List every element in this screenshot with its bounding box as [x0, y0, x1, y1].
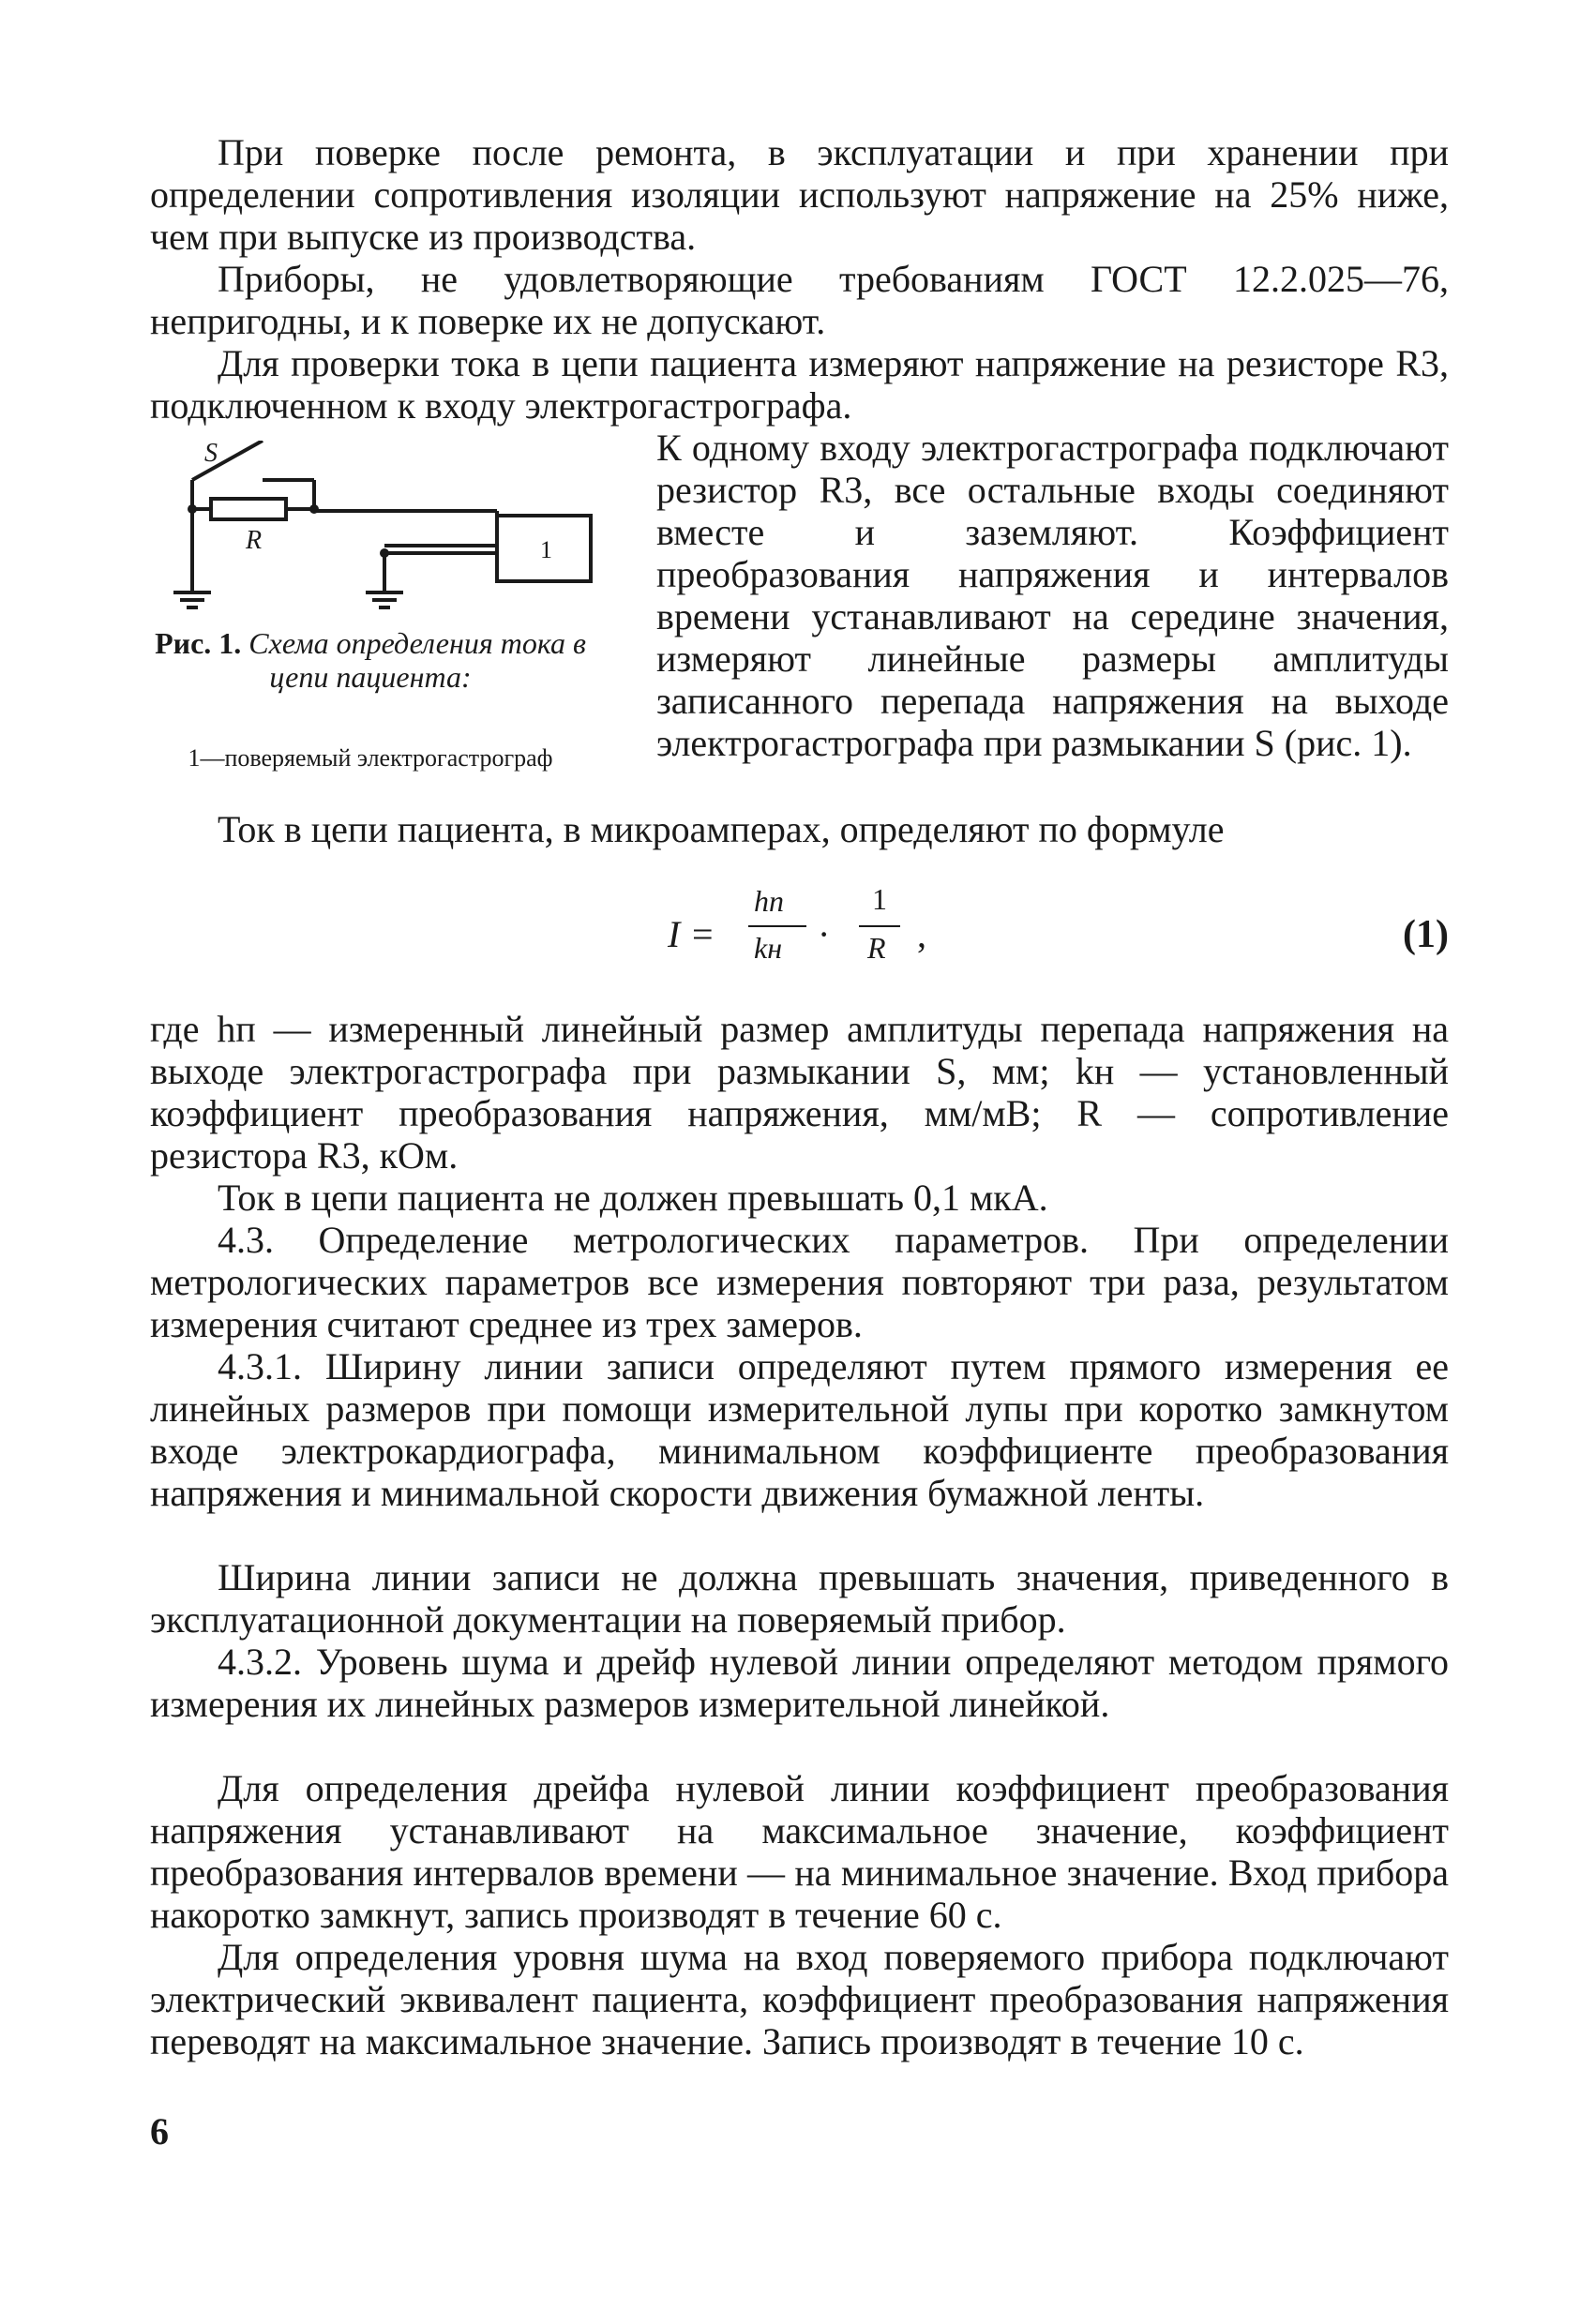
paragraph-drift-measurement: Для определения дрейфа нулевой линии коэффициент преобразования напряжения устанавливают на максимальное значение, коэффициент преобразования интервалов времени — на минимальное значение. Вход прибора накоротко замкнут, запись производят в течение 60 с.	[150, 1767, 1449, 1936]
paragraph-line-width-limit: Ширина линии записи не должна превышать значения, приведенного в эксплуатационной документации на поверяемый прибор.	[150, 1556, 1449, 1641]
paragraph-current-limit: Ток в цепи пациента не должен превышать 0,1 мкА.	[218, 1177, 1048, 1219]
switch-label: S	[204, 441, 218, 468]
figure-legend: 1—поверяемый электрогастрограф	[188, 744, 553, 772]
paragraph-formula-intro: Ток в цепи пациента, в микроамперах, определяют по формуле	[218, 808, 1225, 850]
paragraph-section-4-3-2: 4.3.2. Уровень шума и дрейф нулевой линии определяют методом прямого измерения их линейных размеров измерительной линейкой.	[150, 1641, 1449, 1725]
formula-dot: ·	[818, 913, 831, 955]
paragraph-section-4-3-1: 4.3.1. Ширину линии записи определяют путем прямого измерения ее линейных размеров при помощи измерительной лупы при коротко замкнутом входе электрокардиографа, минимальном коэффициенте преобразования напряжения и минимальной скорости движения бумажной ленты.	[150, 1345, 1449, 1514]
figure-caption-text: Схема определения тока в цепи пациента:	[248, 626, 586, 694]
resistor-label: R	[246, 526, 263, 555]
paragraph-noise-measurement: Для определения уровня шума на вход поверяемого прибора подключают электрический эквивалент пациента, коэффициент преобразования напряжения переводят на максимальное значение. Запись производят в течение 10 с.	[150, 1936, 1449, 2062]
paragraph-formula-legend: где hп — измеренный линейный размер амплитуды перепада напряжения на выходе электрогастрографа при размыкании S, мм; kн — установленный коэффициент преобразования напряжения, мм/мВ; R — сопротивление резистора R3, кОм.	[150, 1008, 1449, 1177]
formula-denominator-r: R	[867, 931, 886, 965]
formula-fraction-line-2	[859, 925, 900, 927]
circuit-diagram	[159, 441, 600, 652]
formula-lhs: I	[668, 913, 681, 955]
device-label: 1	[540, 536, 552, 563]
formula-numerator-h: hп	[754, 884, 784, 918]
formula-number: (1)	[1403, 913, 1449, 956]
formula-comma: ,	[917, 913, 926, 955]
paragraph-gost-requirements: Приборы, не удовлетворяющие требованиям ГОСТ 12.2.025—76, непригодны, и к поверке их не допускают.	[150, 258, 1449, 342]
paragraph-section-4-3: 4.3. Определение метрологических параметров. При определении метрологических параметров все измерения повторяют три раза, результатом измерения считают среднее из трех замеров.	[150, 1219, 1449, 1345]
page-number: 6	[150, 2110, 169, 2152]
paragraph-insulation-voltage: При поверке после ремонта, в эксплуатации и при хранении при определении сопротивления изоляции используют напряжение на 25% ниже, чем при выпуске из производства.	[150, 131, 1449, 258]
formula-numerator-1: 1	[872, 882, 887, 916]
paragraph-connection-procedure: К одному входу электрогастрографа подключают резистор R3, все остальные входы соединяют вместе и заземляют. Коэффициент преобразования напряжения и интервалов времени устанавливают на середине значения, измеряют линейные размеры амплитуды записанного перепада напряжения на выходе электрогастрографа при размыкании S (рис. 1).	[656, 427, 1449, 764]
paragraph-current-check: Для проверки тока в цепи пациента измеряют напряжение на резисторе R3, подключенном к входу электрогастрографа.	[150, 342, 1449, 427]
figure-number: Рис. 1.	[155, 626, 242, 660]
formula-fraction-line-1	[748, 925, 806, 927]
figure-caption	[150, 626, 591, 694]
formula-1	[656, 877, 1449, 989]
formula-denominator-k: kн	[754, 931, 783, 965]
circuit-diagram-svg	[159, 441, 600, 652]
formula-equals: =	[692, 913, 714, 955]
